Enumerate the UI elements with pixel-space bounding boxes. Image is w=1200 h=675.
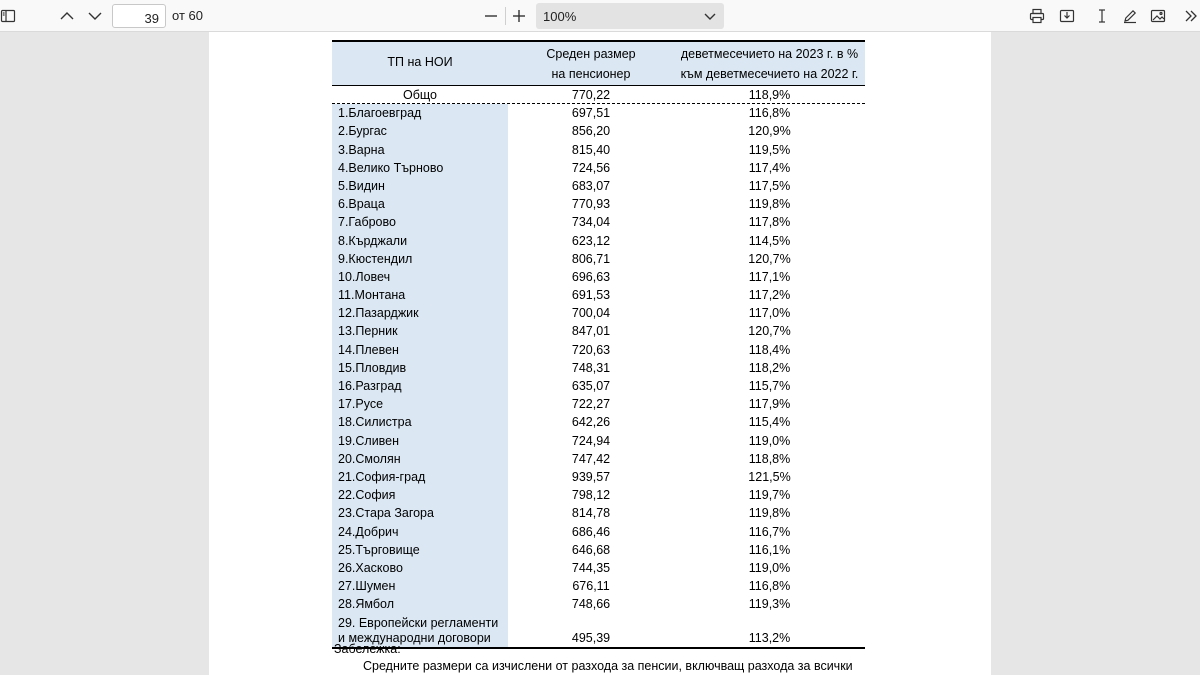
- chevron-down-icon: [702, 8, 718, 24]
- cell-average: 623,12: [571, 233, 611, 248]
- cell-percent: 119,8%: [748, 197, 791, 212]
- table-row: [332, 523, 865, 541]
- cell-percent: 115,7%: [748, 379, 791, 393]
- table-row: [332, 395, 865, 413]
- table-row: [332, 322, 865, 340]
- cell-average: 724,94: [571, 433, 611, 448]
- cell-average: 856,20: [571, 124, 611, 139]
- cell-name: 4.Велико Търново: [332, 159, 508, 177]
- cell-name: 27.Шумен: [332, 577, 508, 595]
- cell-average: 697,51: [571, 106, 611, 121]
- cell-average: 722,27: [571, 397, 611, 412]
- cell-name: 20.Смолян: [332, 450, 508, 468]
- zoom-select[interactable]: [536, 3, 724, 29]
- header-percent-change: деветмесечието на 2023 г. в % към деветмесечието на 2022 г.: [680, 47, 859, 81]
- cell-name: 26.Хасково: [332, 559, 508, 577]
- cell-average: 495,39: [571, 631, 611, 646]
- table-row: [332, 122, 865, 140]
- table-row-total: [332, 86, 865, 104]
- note-title: Забележка:: [334, 642, 401, 656]
- chevron-down-icon[interactable]: [83, 4, 107, 28]
- cell-average: 806,71: [571, 251, 611, 266]
- chevron-up-icon[interactable]: [55, 4, 79, 28]
- cell-average: 724,56: [571, 160, 611, 175]
- cell-name: 10.Ловеч: [332, 268, 508, 286]
- note-text: Средните размери са изчислени от разхода за пенсии, включващ разхода за всички: [363, 659, 853, 673]
- cell-percent: 121,5%: [748, 469, 791, 484]
- cell-name: 14.Плевен: [332, 341, 508, 359]
- pdf-toolbar: [0, 0, 1200, 32]
- cell-name: 15.Пловдив: [332, 359, 508, 377]
- cell-average: 700,04: [571, 306, 611, 321]
- pension-table: [332, 40, 865, 649]
- cell-name: 3.Варна: [332, 141, 508, 159]
- page-count-label: от 60: [172, 8, 203, 23]
- table-row: [332, 413, 865, 431]
- table-row: [332, 250, 865, 268]
- cell-percent: 117,8%: [748, 215, 791, 230]
- table-row: [332, 286, 865, 304]
- cell-name: 12.Пазарджик: [332, 304, 508, 322]
- cell-percent: 117,4%: [748, 160, 791, 175]
- save-icon[interactable]: [1055, 4, 1079, 28]
- cell-name: 9.Кюстендил: [332, 250, 508, 268]
- cell-average: 798,12: [571, 488, 611, 503]
- cell-name: 1.Благоевград: [332, 104, 508, 122]
- cell-name: 5.Видин: [332, 177, 508, 195]
- page-number-input[interactable]: [112, 4, 166, 28]
- cell-name: 16.Разград: [332, 377, 508, 395]
- table-row: [332, 232, 865, 250]
- cell-percent: 115,4%: [748, 415, 791, 430]
- table-row: [332, 359, 865, 377]
- cell-average: 720,63: [571, 342, 611, 357]
- cell-percent: 116,1%: [748, 542, 791, 557]
- cell-name: 8.Кърджали: [332, 232, 508, 250]
- cell-name: 24.Добрич: [332, 523, 508, 541]
- cell-name: 11.Монтана: [332, 286, 508, 304]
- cell-average: 748,66: [571, 597, 611, 612]
- cell-percent: 116,7%: [748, 524, 791, 539]
- table-body: [332, 104, 865, 613]
- cell-percent: 119,0%: [748, 560, 791, 575]
- cell-name: Общо: [403, 88, 437, 102]
- cell-average: 691,53: [571, 288, 611, 303]
- cell-average: 646,68: [571, 542, 611, 557]
- cell-average: 734,04: [571, 215, 611, 230]
- cell-percent: 120,7%: [748, 324, 791, 339]
- cell-name: 7.Габрово: [332, 213, 508, 231]
- cell-percent: 118,4%: [748, 342, 791, 357]
- table-row: [332, 432, 865, 450]
- cell-average: 939,57: [571, 469, 611, 484]
- cell-percent: 120,9%: [748, 124, 791, 139]
- table-row: [332, 559, 865, 577]
- cell-name: 23.Стара Загора: [332, 504, 508, 522]
- cell-average: 815,40: [571, 142, 611, 157]
- cell-average: 642,26: [571, 415, 611, 430]
- cell-average: 747,42: [571, 451, 611, 466]
- cell-percent: 118,9%: [748, 88, 791, 102]
- table-row: [332, 577, 865, 595]
- table-row: [332, 195, 865, 213]
- cell-average: 770,93: [571, 197, 611, 212]
- cell-percent: 119,5%: [748, 142, 791, 157]
- cell-percent: 119,8%: [748, 506, 791, 521]
- cell-percent: 117,2%: [748, 288, 791, 303]
- cell-percent: 119,3%: [748, 597, 791, 612]
- plus-icon[interactable]: [507, 4, 531, 28]
- header-regional-office: ТП на НОИ: [387, 55, 453, 69]
- cell-name: 2.Бургас: [332, 122, 508, 140]
- header-average-pension: Среден размер на пенсионер: [546, 47, 636, 81]
- cell-name: 17.Русе: [332, 395, 508, 413]
- image-icon[interactable]: [1146, 4, 1170, 28]
- table-row: [332, 177, 865, 195]
- cell-name: 28.Ямбол: [332, 595, 508, 613]
- cell-percent: 117,5%: [748, 178, 791, 193]
- table-row: [332, 104, 865, 122]
- cell-percent: 119,7%: [748, 488, 791, 503]
- minus-icon[interactable]: [479, 4, 503, 28]
- cell-percent: 117,0%: [748, 306, 791, 321]
- cell-name: 22.София: [332, 486, 508, 504]
- cell-percent: 114,5%: [748, 233, 791, 248]
- text-cursor-icon[interactable]: [1090, 4, 1114, 28]
- cell-average: 686,46: [571, 524, 611, 539]
- cell-percent: 113,2%: [748, 631, 791, 646]
- table-row: [332, 341, 865, 359]
- cell-average: 847,01: [571, 324, 611, 339]
- cell-average: 696,63: [571, 269, 611, 284]
- table-row: [332, 377, 865, 395]
- table-row: [332, 541, 865, 559]
- table-row: [332, 613, 865, 649]
- cell-average: 683,07: [571, 178, 611, 193]
- table-row: [332, 486, 865, 504]
- table-row: [332, 141, 865, 159]
- table-row: [332, 595, 865, 613]
- cell-percent: 118,8%: [748, 451, 791, 466]
- toolbar-divider: [505, 7, 506, 25]
- cell-name: 19.Сливен: [332, 432, 508, 450]
- draw-icon[interactable]: [1118, 4, 1142, 28]
- table-row: [332, 504, 865, 522]
- table-row: [332, 304, 865, 322]
- document-page: [209, 32, 991, 675]
- table-row: [332, 268, 865, 286]
- table-row: [332, 213, 865, 231]
- cell-average: 635,07: [571, 379, 611, 393]
- table-row: [332, 159, 865, 177]
- sidebar-toggle-icon[interactable]: [0, 4, 20, 28]
- cell-percent: 117,1%: [748, 269, 791, 284]
- cell-name: 21.София-град: [332, 468, 508, 486]
- cell-name: 6.Враца: [332, 195, 508, 213]
- cell-average: 814,78: [571, 506, 611, 521]
- cell-name: 13.Перник: [332, 322, 508, 340]
- cell-percent: 119,0%: [748, 433, 791, 448]
- cell-average: 748,31: [571, 360, 611, 375]
- table-row: [332, 450, 865, 468]
- zoom-value: 100%: [543, 9, 577, 24]
- print-icon[interactable]: [1025, 4, 1049, 28]
- table-header: [332, 40, 865, 86]
- cell-average: 770,22: [571, 88, 611, 102]
- cell-name: 18.Силистра: [332, 413, 508, 431]
- cell-percent: 117,9%: [748, 397, 791, 412]
- cell-percent: 120,7%: [748, 251, 791, 266]
- cell-average: 676,11: [572, 579, 610, 594]
- cell-percent: 116,8%: [748, 579, 791, 594]
- cell-average: 744,35: [571, 560, 611, 575]
- more-icon[interactable]: [1179, 4, 1200, 28]
- cell-percent: 118,2%: [748, 360, 791, 375]
- table-row: [332, 468, 865, 486]
- cell-name: 29. Европейски регламенти и международни договори: [332, 613, 508, 647]
- cell-percent: 116,8%: [748, 106, 791, 121]
- cell-name: 25.Търговище: [332, 541, 508, 559]
